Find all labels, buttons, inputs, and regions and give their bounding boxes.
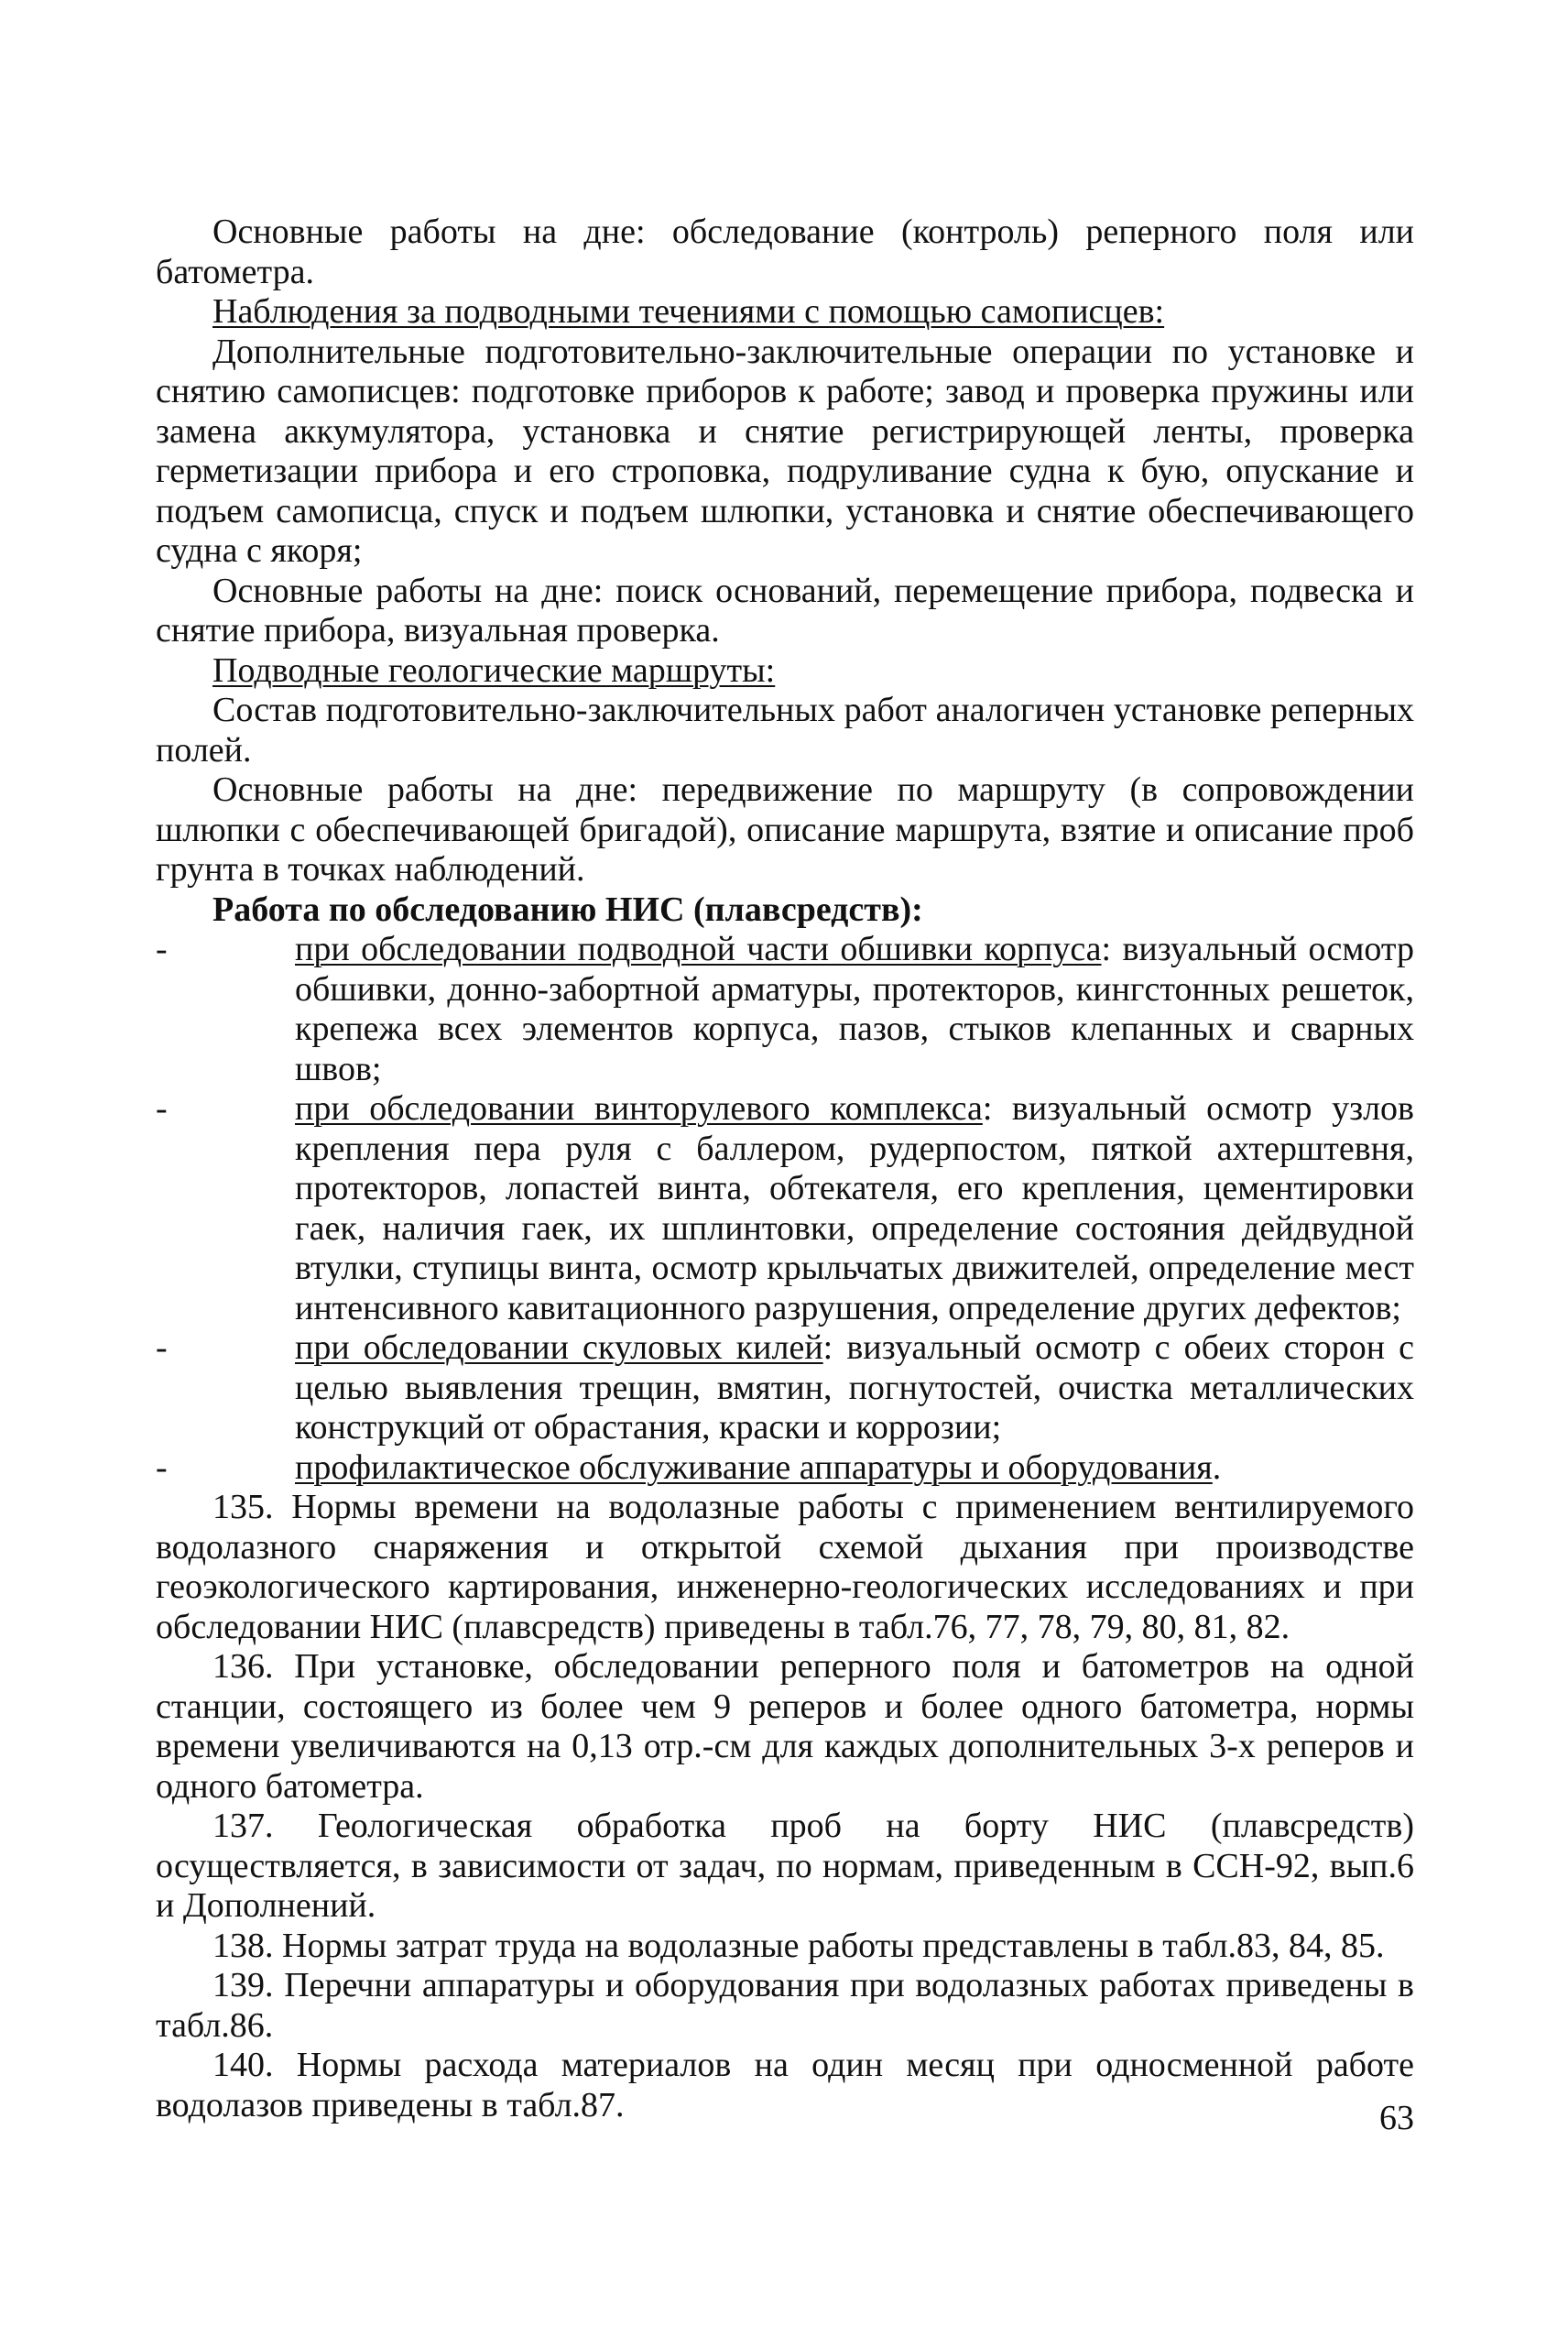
list-item-text: : визуальный осмотр узлов крепления пера руля с баллером, рудерпостом, пяткой ахтерштевня, протекторов, лопастей винта, обтекателя, его крепления, цементировки гаек, наличия гаек, их шплинтовки, определение состояния дейдвудной втулки, ступицы винта, осмотр крыльчатых движителей, определение мест интенсивного кавитационного разрушения, определение других дефектов; — [295, 1089, 1414, 1327]
heading-geological-routes-text: Подводные геологические маршруты: — [212, 650, 776, 690]
list-item — [156, 1089, 1414, 1328]
heading-currents-text: Наблюдения за подводными течениями с помощью самописцев: — [212, 292, 1165, 331]
page-body — [156, 213, 1414, 2125]
paragraph-140: 140. Нормы расхода материалов на один месяц при односменной работе водолазов приведены в табл.87. — [156, 2046, 1414, 2124]
list-item-title: при обследовании подводной части обшивки корпуса — [295, 930, 1102, 968]
list-item — [156, 1447, 1414, 1489]
paragraph-138: 138. Нормы затрат труда на водолазные работы представлены в табл.83, 84, 85. — [212, 1926, 1385, 1965]
heading-vessel-survey: Работа по обследованию НИС (плавсредств): — [212, 890, 923, 929]
heading-currents — [156, 292, 1414, 333]
list-dash: - — [156, 930, 168, 968]
list-dash: - — [156, 1089, 168, 1128]
list-item-title: при обследовании винторулевого комплекса — [295, 1089, 983, 1128]
paragraph-137: 137. Геологическая обработка проб на борту НИС (плавсредств) осуществляется, в зависимости от задач, по нормам, приведенным в ССН-92, вып.6 и Дополнений. — [156, 1807, 1414, 1925]
list-item-title: при обследовании скуловых килей — [295, 1328, 823, 1367]
list-item-text: : визуальный осмотр с обеих сторон с целью выявления трещин, вмятин, погнутостей, очистка металлических конструкций от обрастания, краски и коррозии; — [295, 1328, 1415, 1447]
paragraph-recorder-bottom-works: Основные работы на дне: поиск оснований, перемещение прибора, подвеска и снятие прибора, визуальная проверка. — [156, 571, 1414, 650]
paragraph-route-preparation: Состав подготовительно-заключительных работ аналогичен установке реперных полей. — [156, 691, 1414, 770]
list-item — [156, 1328, 1415, 1448]
paragraph-bottom-works: Основные работы на дне: обследование (контроль) реперного поля или батометра. — [156, 213, 1414, 291]
list-item-text: . — [1212, 1447, 1222, 1487]
list-dash: - — [156, 1328, 168, 1367]
list-item — [156, 930, 1414, 1089]
list-dash: - — [156, 1447, 168, 1487]
list-item-text: : визуальный осмотр обшивки, донно-забортной арматуры, протекторов, кингстонных решеток, крепежа всех элементов корпуса, пазов, стыков клепанных и сварных швов; — [295, 930, 1414, 1088]
list-item-title: профилактическое обслуживание аппаратуры и оборудования — [295, 1447, 1213, 1487]
page-number: 63 — [1379, 2099, 1414, 2137]
paragraph-recorder-operations: Дополнительные подготовительно-заключительные операции по установке и снятию самописцев: подготовке приборов к работе; завод и проверка пружины или замена аккумулятора, установка и снятие регистрирующей ленты, проверка герметизации прибора и его строповка, подруливание судна к бую, опускание и подъем самописца, спуск и подъем шлюпки, установка и снятие обеспечивающего судна с якоря; — [156, 332, 1414, 570]
heading-geological-routes — [156, 651, 1414, 692]
paragraph-135: 135. Нормы времени на водолазные работы с применением вентилируемого водолазного снаряжения и открытой схемой дыхания при производстве геоэкологического картирования, инженерно-геологических исследованиях и при обследовании НИС (плавсредств) приведены в табл.76, 77, 78, 79, 80, 81, 82. — [156, 1488, 1414, 1646]
paragraph-136: 136. При установке, обследовании реперного поля и батометров на одной станции, состоящего из более чем 9 реперов и более одного батометра, нормы времени увеличиваются на 0,13 отр.-см для каждых дополнительных 3-х реперов и одного батометра. — [156, 1647, 1414, 1806]
vessel-survey-list — [156, 930, 1414, 1488]
paragraph-route-bottom-works: Основные работы на дне: передвижение по маршруту (в сопровождении шлюпки с обеспечивающей бригадой), описание маршрута, взятие и описание проб грунта в точках наблюдений. — [156, 770, 1414, 889]
paragraph-139: 139. Перечни аппаратуры и оборудования при водолазных работах приведены в табл.86. — [156, 1966, 1414, 2045]
